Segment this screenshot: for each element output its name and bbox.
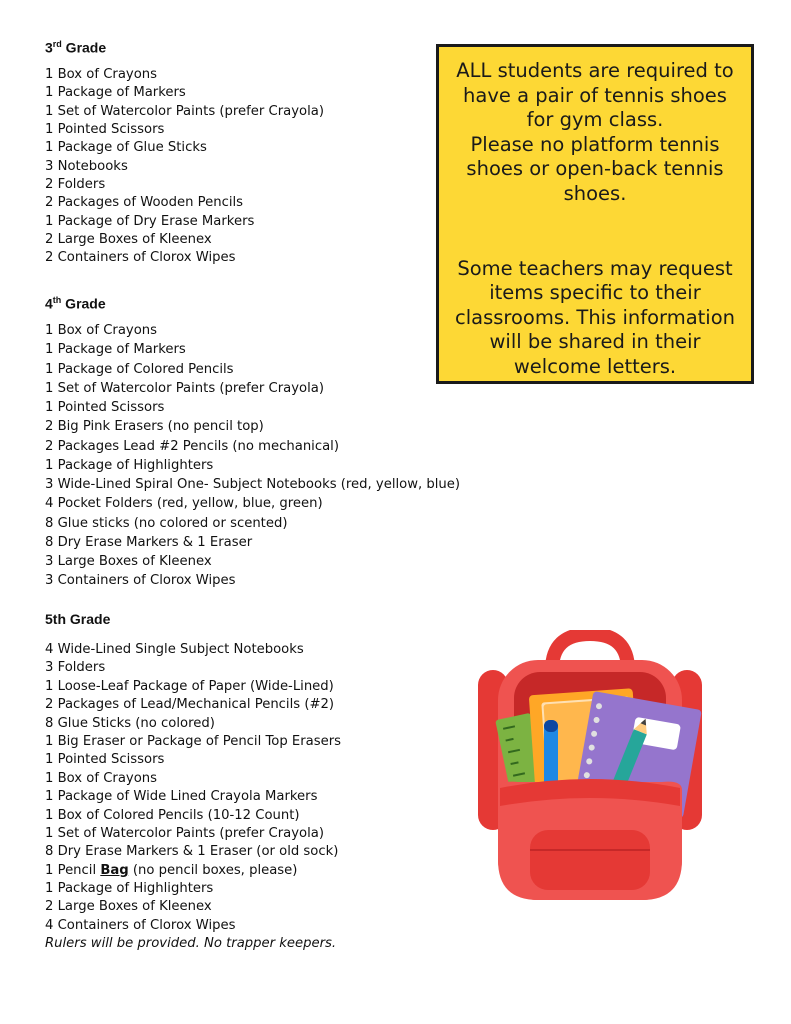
list-item: 1 Box of Crayons <box>45 770 158 786</box>
list-item: 4 Containers of Clorox Wipes <box>45 917 236 933</box>
grade3-title: 3rd Grade <box>45 39 107 56</box>
list-item: 1 Pointed Scissors <box>45 122 165 138</box>
list-item: 4 Pocket Folders (red, yellow, blue, green) <box>45 496 323 512</box>
grade5-title: 5th Grade <box>45 611 111 627</box>
notice-box <box>436 44 754 384</box>
list-item: 8 Dry Erase Markers & 1 Eraser (or old sock) <box>45 844 339 860</box>
list-item: 1 Pointed Scissors <box>45 400 165 415</box>
list-item: 1 Package of Markers <box>45 85 186 101</box>
bag-emphasis: Bag <box>100 862 129 878</box>
list-item: 1 Package of Highlighters <box>45 457 214 473</box>
list-item: 2 Containers of Clorox Wipes <box>45 250 236 266</box>
list-item: 1 Set of Watercolor Paints (prefer Crayola) <box>45 103 324 119</box>
list-item: 1 Package of Highlighters <box>45 881 214 897</box>
list-item: 1 Box of Crayons <box>45 67 158 82</box>
rulers-note: Rulers will be provided. No trapper keepers. <box>45 936 337 952</box>
list-item: 8 Dry Erase Markers & 1 Eraser <box>45 534 253 550</box>
list-item: 1 Box of Crayons <box>45 323 158 338</box>
grade4-title: 4th Grade <box>45 295 106 312</box>
list-item: 8 Glue sticks (no colored or scented) <box>45 515 288 531</box>
list-item: 3 Containers of Clorox Wipes <box>45 573 236 589</box>
notice-no-platform: Please no platform tennis shoes or open-back tennis shoes. <box>466 132 724 205</box>
list-item: 4 Wide-Lined Single Subject Notebooks <box>45 642 304 657</box>
notice-teacher-requests: Some teachers may request items specific to their classrooms. This information will be shared in their welcome letters. <box>455 256 735 378</box>
list-item: 1 Set of Watercolor Paints (prefer Crayola) <box>45 825 324 841</box>
list-item: 1 Package of Dry Erase Markers <box>45 213 255 229</box>
grade3-list <box>45 66 324 268</box>
backpack-icon <box>460 630 720 946</box>
list-item: 8 Glue Sticks (no colored) <box>45 715 215 731</box>
list-item: 1 Box of Colored Pencils (10-12 Count) <box>45 807 300 823</box>
list-item: 1 Package of Wide Lined Crayola Markers <box>45 789 318 805</box>
list-item: 1 Big Eraser or Package of Pencil Top Erasers <box>45 733 342 749</box>
list-item: 2 Packages Lead #2 Pencils (no mechanical) <box>45 438 339 454</box>
notice-shoes-required: ALL students are required to have a pair of tennis shoes for gym class. <box>456 59 734 132</box>
grade5-list <box>45 641 341 954</box>
list-item: 3 Folders <box>45 660 106 676</box>
list-item: 3 Wide-Lined Spiral One- Subject Notebooks (red, yellow, blue) <box>45 477 461 492</box>
list-item: 2 Packages of Lead/Mechanical Pencils (#2) <box>45 697 335 713</box>
list-item: 2 Packages of Wooden Pencils <box>45 195 244 211</box>
list-item: 1 Package of Glue Sticks <box>45 140 207 156</box>
list-item: 1 Loose-Leaf Package of Paper (Wide-Lined) <box>45 678 334 694</box>
pencil-bag-item: 1 Pencil Bag (no pencil boxes, please) <box>45 862 298 878</box>
list-item: 2 Big Pink Erasers (no pencil top) <box>45 419 264 435</box>
list-item: 1 Pointed Scissors <box>45 752 165 768</box>
list-item: 1 Package of Colored Pencils <box>45 361 234 377</box>
list-item: 2 Folders <box>45 177 106 193</box>
list-item: 2 Large Boxes of Kleenex <box>45 899 212 915</box>
list-item: 1 Set of Watercolor Paints (prefer Crayola) <box>45 380 324 396</box>
list-item: 2 Large Boxes of Kleenex <box>45 232 212 248</box>
list-item: 3 Notebooks <box>45 158 128 174</box>
grade4-list <box>45 321 460 591</box>
list-item: 1 Package of Markers <box>45 342 186 358</box>
list-item: 3 Large Boxes of Kleenex <box>45 554 212 569</box>
